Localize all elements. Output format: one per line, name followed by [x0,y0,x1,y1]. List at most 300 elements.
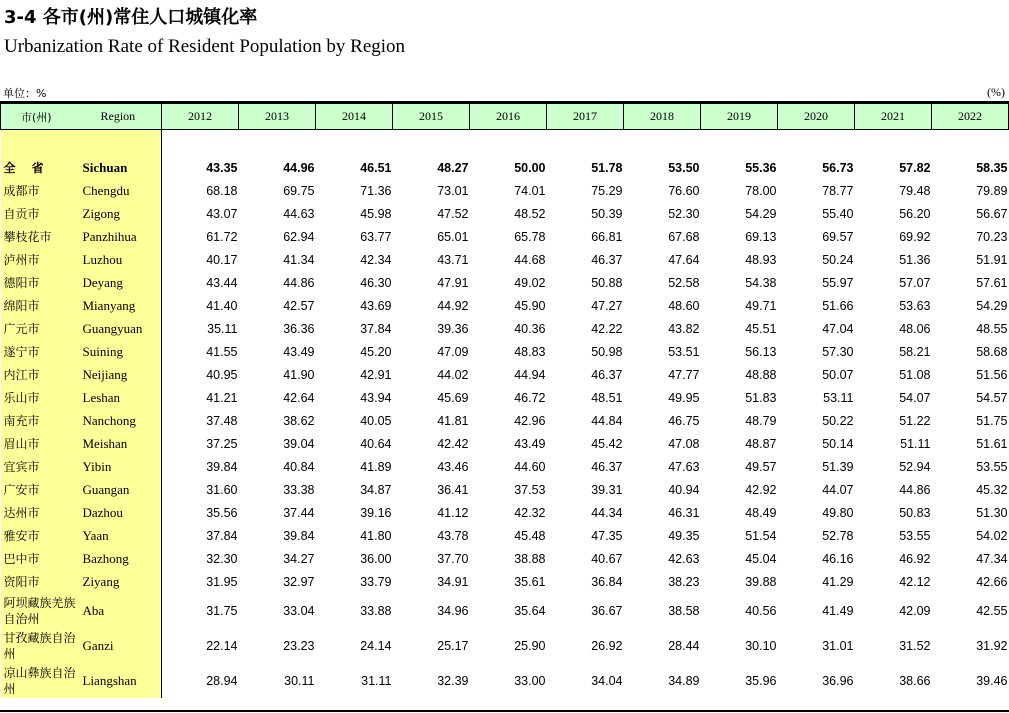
rate-value: 36.67 [591,603,623,618]
rate-value: 73.01 [437,183,469,198]
column-header-year: 2018 [624,104,701,130]
rate-value: 79.48 [899,183,931,198]
rate-value: 43.44 [206,275,238,290]
rate-value: 50.24 [822,252,854,267]
rate-value: 48.60 [668,298,700,313]
rate-value: 38.62 [283,413,315,428]
column-header-year: 2016 [470,104,547,130]
table-title-english: Urbanization Rate of Resident Population by Region [4,36,406,57]
rate-value: 44.68 [514,252,546,267]
rate-value: 30.11 [284,673,315,688]
region-name-chinese: 攀枝花市 [1,225,81,248]
rate-value: 44.94 [514,367,546,382]
rate-value: 46.72 [514,390,546,405]
rate-value: 53.55 [976,459,1008,474]
rate-value: 50.88 [591,275,623,290]
rate-value: 40.17 [206,252,238,267]
rate-value: 32.39 [437,673,469,688]
rate-value: 41.21 [206,390,238,405]
rate-value: 35.96 [745,673,777,688]
rate-value: 65.01 [437,229,469,244]
rate-value: 41.80 [360,528,392,543]
table-body [1,130,1009,699]
column-header-year: 2017 [547,104,624,130]
rate-value: 34.91 [437,574,469,589]
rate-value: 39.04 [283,436,315,451]
rate-value: 50.14 [822,436,854,451]
rate-value: 38.88 [514,551,546,566]
rate-value: 41.12 [437,505,469,520]
rate-value: 48.88 [745,367,777,382]
rate-value: 47.35 [591,528,623,543]
column-header-year: 2020 [778,104,855,130]
region-name-chinese: 德阳市 [1,271,81,294]
rate-value: 43.94 [360,390,392,405]
rate-value: 36.00 [360,551,392,566]
rate-value: 33.79 [360,574,392,589]
rate-value: 76.60 [668,183,700,198]
rate-value: 39.84 [283,528,315,543]
rate-value: 33.04 [283,603,315,618]
rate-value: 45.32 [976,482,1008,497]
column-header-city: 市(州) [1,104,81,130]
column-header-year: 2019 [701,104,778,130]
rate-value: 37.84 [360,321,392,336]
rate-value: 49.02 [514,275,546,290]
region-name-chinese: 宜宾市 [1,455,81,478]
rate-value: 47.63 [668,459,700,474]
rate-value: 42.34 [360,252,392,267]
rate-value: 46.31 [668,505,700,520]
rate-value: 51.75 [976,413,1008,428]
rate-value: 44.60 [514,459,546,474]
region-name-english: Guangyuan [81,317,162,340]
rate-value: 33.38 [283,482,315,497]
rate-value: 31.92 [976,638,1008,653]
spacer-row [1,130,1009,157]
rate-value: 57.61 [976,275,1008,290]
region-name-english: Yibin [81,455,162,478]
rate-value: 39.16 [360,505,392,520]
rate-value: 52.94 [899,459,931,474]
rate-value: 32.97 [283,574,315,589]
unit-label-chinese: 单位：% [3,87,47,100]
rate-value: 48.06 [899,321,931,336]
rate-value: 50.00 [514,160,546,175]
rate-value: 36.41 [437,482,469,497]
rate-value: 47.77 [668,367,700,382]
rate-value: 50.83 [899,505,931,520]
rate-value: 44.86 [899,482,931,497]
rate-value: 51.30 [976,505,1008,520]
rate-value: 53.11 [823,390,854,405]
rate-value: 42.42 [437,436,469,451]
rate-value: 40.05 [360,413,392,428]
rate-value: 45.48 [514,528,546,543]
table-row [1,432,1009,455]
rate-value: 53.55 [899,528,931,543]
rate-value: 40.84 [283,459,315,474]
rate-value: 31.01 [822,638,854,653]
table-row [1,340,1009,363]
table-row [1,478,1009,501]
rate-value: 44.84 [591,413,623,428]
rate-value: 24.14 [360,638,392,653]
rate-value: 34.04 [591,673,623,688]
rate-value: 34.27 [283,551,315,566]
rate-value: 54.02 [976,528,1008,543]
rate-value: 43.07 [206,206,238,221]
region-name-chinese: 遂宁市 [1,340,81,363]
rate-value: 39.88 [745,574,777,589]
rate-value: 41.90 [283,367,315,382]
rate-value: 51.66 [822,298,854,313]
rate-value: 39.84 [206,459,238,474]
rate-value: 48.55 [976,321,1008,336]
rate-value: 78.00 [745,183,777,198]
rate-value: 45.90 [514,298,546,313]
rate-value: 75.29 [591,183,623,198]
region-name-english: Yaan [81,524,162,547]
rate-value: 28.44 [668,638,700,653]
urbanization-table [0,103,1009,698]
table-row [1,179,1009,202]
region-name-english: Sichuan [81,156,162,179]
rate-value: 54.07 [899,390,931,405]
table-row [1,455,1009,478]
rate-value: 44.07 [822,482,854,497]
rate-value: 54.38 [745,275,777,290]
rate-value: 33.88 [360,603,392,618]
rate-value: 33.00 [514,673,546,688]
rate-value: 46.37 [591,252,623,267]
rate-value: 25.90 [514,638,546,653]
rate-value: 41.55 [206,344,238,359]
rate-value: 49.95 [668,390,700,405]
rate-value: 34.87 [360,482,392,497]
rate-value: 42.91 [360,367,392,382]
rate-value: 37.44 [283,505,315,520]
rate-value: 37.53 [514,482,546,497]
rate-value: 44.92 [437,298,469,313]
rate-value: 47.09 [437,344,469,359]
region-name-english: Guangan [81,478,162,501]
rate-value: 45.42 [591,436,623,451]
rate-value: 44.02 [437,367,469,382]
rate-value: 36.96 [822,673,854,688]
rate-value: 39.31 [591,482,623,497]
rate-value: 69.57 [822,229,854,244]
rate-value: 41.49 [822,603,854,618]
bottom-rule [0,710,1009,712]
region-name-chinese: 雅安市 [1,524,81,547]
rate-value: 46.37 [591,459,623,474]
table-row [1,317,1009,340]
rate-value: 42.96 [514,413,546,428]
region-name-english: Leshan [81,386,162,409]
rate-value: 43.78 [437,528,469,543]
rate-value: 49.35 [668,528,700,543]
rate-value: 78.77 [822,183,854,198]
table-row [1,271,1009,294]
rate-value: 35.11 [207,321,238,336]
rate-value: 43.71 [437,252,469,267]
rate-value: 52.78 [822,528,854,543]
rate-value: 54.57 [976,390,1008,405]
rate-value: 57.07 [899,275,931,290]
region-name-english: Luzhou [81,248,162,271]
rate-value: 66.81 [591,229,623,244]
rate-value: 49.71 [745,298,777,313]
rate-value: 49.57 [745,459,777,474]
rate-value: 41.34 [283,252,315,267]
rate-value: 41.29 [822,574,854,589]
rate-value: 23.23 [283,638,315,653]
rate-value: 54.29 [976,298,1008,313]
rate-value: 65.78 [514,229,546,244]
rate-value: 37.48 [206,413,238,428]
rate-value: 41.40 [206,298,238,313]
rate-value: 42.92 [745,482,777,497]
table-row [1,225,1009,248]
rate-value: 31.75 [206,603,238,618]
rate-value: 42.32 [514,505,546,520]
column-header-region: Region [81,104,162,130]
rate-value: 40.64 [360,436,392,451]
rate-value: 45.51 [745,321,777,336]
rate-value: 38.23 [668,574,700,589]
region-name-chinese: 内江市 [1,363,81,386]
rate-value: 46.37 [591,367,623,382]
table-row [1,593,1009,628]
rate-value: 51.61 [976,436,1008,451]
rate-value: 48.93 [745,252,777,267]
rate-value: 48.27 [437,160,469,175]
rate-value: 56.20 [899,206,931,221]
region-name-chinese: 阿坝藏族羌族自治州 [1,593,81,628]
rate-value: 45.20 [360,344,392,359]
region-name-english: Bazhong [81,547,162,570]
rate-value: 48.49 [745,505,777,520]
region-name-chinese: 成都市 [1,179,81,202]
table-title-chinese: 3-4 各市(州)常住人口城镇化率 [4,7,258,28]
column-header-year: 2015 [393,104,470,130]
rate-value: 62.94 [283,229,315,244]
rate-value: 48.51 [591,390,623,405]
rate-value: 42.22 [591,321,623,336]
rate-value: 39.36 [437,321,469,336]
rate-value: 35.64 [514,603,546,618]
rate-value: 39.46 [976,673,1008,688]
rate-value: 48.52 [514,206,546,221]
rate-value: 47.34 [976,551,1008,566]
rate-value: 53.63 [899,298,931,313]
region-name-chinese: 凉山彝族自治州 [1,663,81,698]
rate-value: 47.64 [668,252,700,267]
rate-value: 34.89 [668,673,700,688]
rate-value: 45.69 [437,390,469,405]
rate-value: 40.94 [668,482,700,497]
rate-value: 57.30 [822,344,854,359]
header-row [1,104,1009,130]
rate-value: 42.57 [283,298,315,313]
rate-value: 31.52 [899,638,931,653]
rate-value: 53.50 [668,160,700,175]
table-row [1,202,1009,225]
rate-value: 50.98 [591,344,623,359]
region-name-english: Liangshan [81,663,162,698]
rate-value: 41.89 [360,459,392,474]
region-name-chinese: 广元市 [1,317,81,340]
region-name-english: Panzhihua [81,225,162,248]
rate-value: 36.36 [283,321,315,336]
table-row [1,156,1009,179]
rate-value: 58.21 [899,344,931,359]
column-header-year: 2012 [162,104,239,130]
rate-value: 51.22 [899,413,931,428]
column-header-year: 2022 [932,104,1009,130]
rate-value: 31.95 [206,574,238,589]
region-name-chinese: 资阳市 [1,570,81,593]
table-row [1,547,1009,570]
rate-value: 30.10 [745,638,777,653]
rate-value: 43.35 [206,160,238,175]
table-row [1,248,1009,271]
rate-value: 28.94 [206,673,238,688]
rate-value: 61.72 [206,229,238,244]
rate-value: 42.55 [976,603,1008,618]
rate-value: 48.87 [745,436,777,451]
rate-value: 51.36 [899,252,931,267]
rate-value: 56.13 [745,344,777,359]
rate-value: 51.11 [900,436,931,451]
rate-value: 47.08 [668,436,700,451]
rate-value: 42.12 [899,574,931,589]
rate-value: 25.17 [437,638,469,653]
rate-value: 43.49 [514,436,546,451]
region-name-english: Nanchong [81,409,162,432]
rate-value: 50.22 [822,413,854,428]
rate-value: 37.25 [206,436,238,451]
rate-value: 57.82 [899,160,931,175]
region-name-english: Zigong [81,202,162,225]
rate-value: 58.35 [976,160,1008,175]
region-name-chinese: 甘孜藏族自治州 [1,628,81,663]
rate-value: 44.63 [283,206,315,221]
rate-value: 46.16 [822,551,854,566]
table-row [1,663,1009,698]
region-name-chinese: 乐山市 [1,386,81,409]
rate-value: 69.13 [745,229,777,244]
region-name-chinese: 巴中市 [1,547,81,570]
rate-value: 40.95 [206,367,238,382]
rate-value: 46.92 [899,551,931,566]
rate-value: 47.27 [591,298,623,313]
rate-value: 48.83 [514,344,546,359]
rate-value: 63.77 [360,229,392,244]
rate-value: 51.39 [822,459,854,474]
rate-value: 47.04 [822,321,854,336]
rate-value: 69.75 [283,183,315,198]
rate-value: 71.36 [360,183,392,198]
region-name-english: Chengdu [81,179,162,202]
rate-value: 36.84 [591,574,623,589]
rate-value: 43.46 [437,459,469,474]
rate-value: 44.34 [591,505,623,520]
rate-value: 46.75 [668,413,700,428]
unit-label-english: (%) [987,85,1005,99]
rate-value: 42.64 [283,390,315,405]
rate-value: 43.49 [283,344,315,359]
region-name-english: Meishan [81,432,162,455]
column-header-year: 2013 [239,104,316,130]
rate-value: 42.63 [668,551,700,566]
rate-value: 47.91 [437,275,469,290]
table-row [1,628,1009,663]
rate-value: 55.36 [745,160,777,175]
rate-value: 26.92 [591,638,623,653]
rate-value: 46.51 [360,160,392,175]
rate-value: 42.66 [976,574,1008,589]
rate-value: 41.81 [437,413,469,428]
rate-value: 48.79 [745,413,777,428]
region-name-chinese: 眉山市 [1,432,81,455]
rate-value: 54.29 [745,206,777,221]
rate-value: 37.70 [437,551,469,566]
rate-value: 44.86 [283,275,315,290]
rate-value: 50.39 [591,206,623,221]
rate-value: 51.91 [976,252,1008,267]
region-name-english: Ziyang [81,570,162,593]
rate-value: 51.78 [591,160,623,175]
rate-value: 45.98 [360,206,392,221]
column-header-year: 2021 [855,104,932,130]
region-name-chinese: 绵阳市 [1,294,81,317]
rate-value: 32.30 [206,551,238,566]
rate-value: 38.58 [668,603,700,618]
table-row [1,409,1009,432]
rate-value: 56.73 [822,160,854,175]
rate-value: 42.09 [899,603,931,618]
table-row [1,570,1009,593]
region-name-chinese: 自贡市 [1,202,81,225]
region-name-chinese: 泸州市 [1,248,81,271]
rate-value: 70.23 [976,229,1008,244]
region-name-english: Mianyang [81,294,162,317]
rate-value: 53.51 [668,344,700,359]
region-name-english: Dazhou [81,501,162,524]
rate-value: 69.92 [899,229,931,244]
rate-value: 45.04 [745,551,777,566]
region-name-chinese: 南充市 [1,409,81,432]
rate-value: 51.08 [899,367,931,382]
rate-value: 38.66 [899,673,931,688]
rate-value: 55.40 [822,206,854,221]
rate-value: 43.82 [668,321,700,336]
rate-value: 79.89 [976,183,1008,198]
rate-value: 52.58 [668,275,700,290]
rate-value: 31.60 [206,482,238,497]
rate-value: 34.96 [437,603,469,618]
region-name-english: Aba [81,593,162,628]
table-row [1,363,1009,386]
rate-value: 68.18 [206,183,238,198]
rate-value: 44.96 [283,160,315,175]
table-row [1,501,1009,524]
rate-value: 40.36 [514,321,546,336]
rate-value: 35.56 [206,505,238,520]
rate-value: 22.14 [206,638,238,653]
